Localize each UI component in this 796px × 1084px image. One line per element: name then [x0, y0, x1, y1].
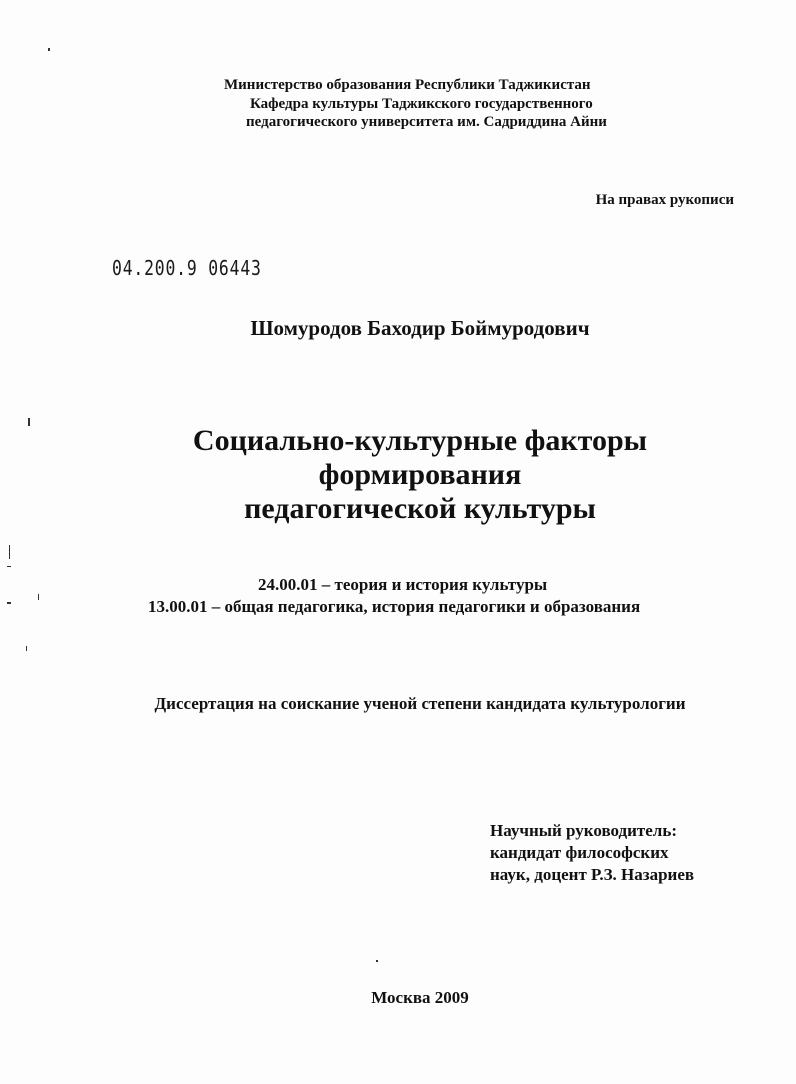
- place-year: Москва 2009: [371, 988, 469, 1007]
- scan-speck: [38, 594, 39, 600]
- title-line-2: формирования: [318, 458, 522, 491]
- specialty-line-1: 24.00.01 – теория и история культуры: [258, 575, 548, 594]
- title-line-3: педагогической культуры: [244, 492, 596, 525]
- scan-speck: [26, 646, 27, 651]
- dissertation-title: [0, 424, 796, 526]
- scan-speck: [48, 48, 50, 51]
- department-line-2: педагогического университета им. Садриддина Айни: [246, 114, 607, 130]
- scan-speck: [9, 545, 10, 559]
- department-line-1: Кафедра культуры Таджикского государственного: [250, 96, 593, 112]
- scan-speck: [7, 566, 11, 567]
- advisor-line-2: кандидат философских: [490, 843, 669, 862]
- specialty-line-2: 13.00.01 – общая педагогика, история педагогики и образования: [148, 597, 641, 616]
- ministry-line: Министерство образования Республики Таджикистан: [224, 77, 591, 93]
- dissertation-type: Диссертация на соискание ученой степени кандидата культурологии: [154, 694, 686, 713]
- advisor-line-1: Научный руководитель:: [490, 821, 677, 840]
- scan-speck: [7, 602, 11, 604]
- author-name: Шомуродов Баходир Боймуродович: [250, 316, 590, 340]
- rights-note: На правах рукописи: [595, 192, 734, 208]
- title-line-1: Социально-культурные факторы: [192, 424, 648, 457]
- archive-stamp: 04.200.9 06443: [112, 256, 262, 280]
- scientific-advisor: [490, 820, 694, 886]
- scan-speck: [376, 960, 378, 962]
- advisor-line-3: наук, доцент Р.З. Назариев: [490, 865, 695, 884]
